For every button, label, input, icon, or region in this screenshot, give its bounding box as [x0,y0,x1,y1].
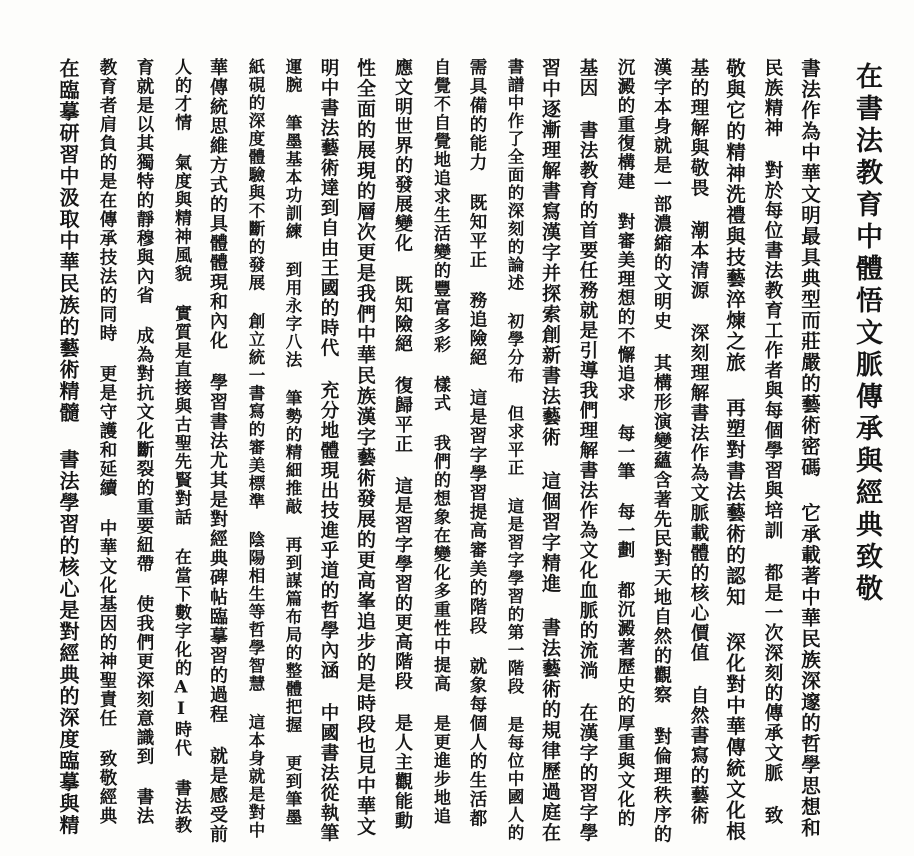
text-column-16: 紙硯的深度體驗與不斷的發展 創立統一書寫的審美標準 陰陽相生等哲學智慧 這本身就是對中 [246,58,265,840]
text-column-12: 應文明世界的發展變化 既知險絕 復歸平正 這是習字學習的更高階段 是人主觀能動 [392,58,413,831]
text-column-7: 基因 書法教育的首要任務就是引導我們理解書法作為文化血脈的流淌 在漢字的習字學 [577,58,598,843]
text-column-11: 自覺不自覺地追求生活變的豐富多彩 樣式 我們的想象在變化多重性中提高 是更進步地追 [430,58,450,826]
text-column-21: 在臨摹研習中汲取中華民族的藝術精髓 書法學習的核心是對經典的深度臨摹與精 [56,58,80,836]
text-column-9: 書譜中作了全面的深刻的論述 初學分布 但求平正 這是習字學習的第一階段 是每位中國人的 [505,58,524,842]
text-column-8: 習中逐漸理解書寫漢字并探索創新書法藝術 這個習字精進 書法藝術的規律歷過庭在 [539,58,561,843]
text-column-17: 華傳統思維方式的具體體現和內化 學習書法尤其是對經典碑帖臨摹習的過程 就是感受前 [207,58,228,844]
text-column-15: 運腕 筆墨基本功訓練 到用永字八法 筆勢的精細推敲 再到謀篇布局的整體把握 更到筆墨 [283,58,302,827]
text-column-14: 明中書法藝術達到自由王國的時代 充分地體現出技進乎道的哲學內涵 中國書法從執筆 [318,58,339,843]
text-column-10: 需具備的能力 既知平正 務追險絕 這是習字學習提高審美的階段 就象每個人的生活都 [467,58,487,828]
text-column-3: 敬與它的精神洗禮與技藝淬煉之旅 再塑對書法藝術的認知 深化對中華傳統文化根 [723,58,746,842]
text-column-6: 沉澱的重復構建 對審美理想的不懈追求 每一筆 每一劃 都沉澱著歷史的厚重與文化的 [615,58,635,828]
text-column-20: 教育者肩負的是在傳承技法的同時 更是守護和延續 中華文化基因的神聖責任 致敬經典 [97,58,117,826]
text-column-4: 基的理解與敬畏 潮本清源 深刻理解書法作為文脈載體的核心價值 自然書寫的藝術 [688,58,709,826]
text-column-2: 民族精神 對於每位書法教育工作者與每個學習與培訓 都是一次深刻的傳承文脈 致 [762,58,783,826]
text-column-13: 性全面的展現的層次更是我們中華民族漢字藝術發展的更高峯追步的是時段也見中華文 [354,58,376,837]
text-column-5: 漢字本身就是一部濃縮的文明史 其構形演變蘊含著先民對天地自然的觀察 對倫理秩序的 [651,58,672,844]
text-column-19: 育就是以其獨特的靜穆與內省 成為對抗文化斷裂的重要紐帶 使我們更深刻意識到 書法 [134,58,154,826]
essay-title: 在書法教育中體悟文脈傳承與經典致敬 [851,62,882,606]
text-column-1: 書法作為中華文明最具典型而莊嚴的藝術密碼 它承載著中華民族深邃的哲學思想和 [798,58,821,839]
text-column-18: 人的才情 氣度與精神風貌 實質是直接與古聖先賢對話 在當下數字化的AI時代 書法教 [171,58,191,835]
